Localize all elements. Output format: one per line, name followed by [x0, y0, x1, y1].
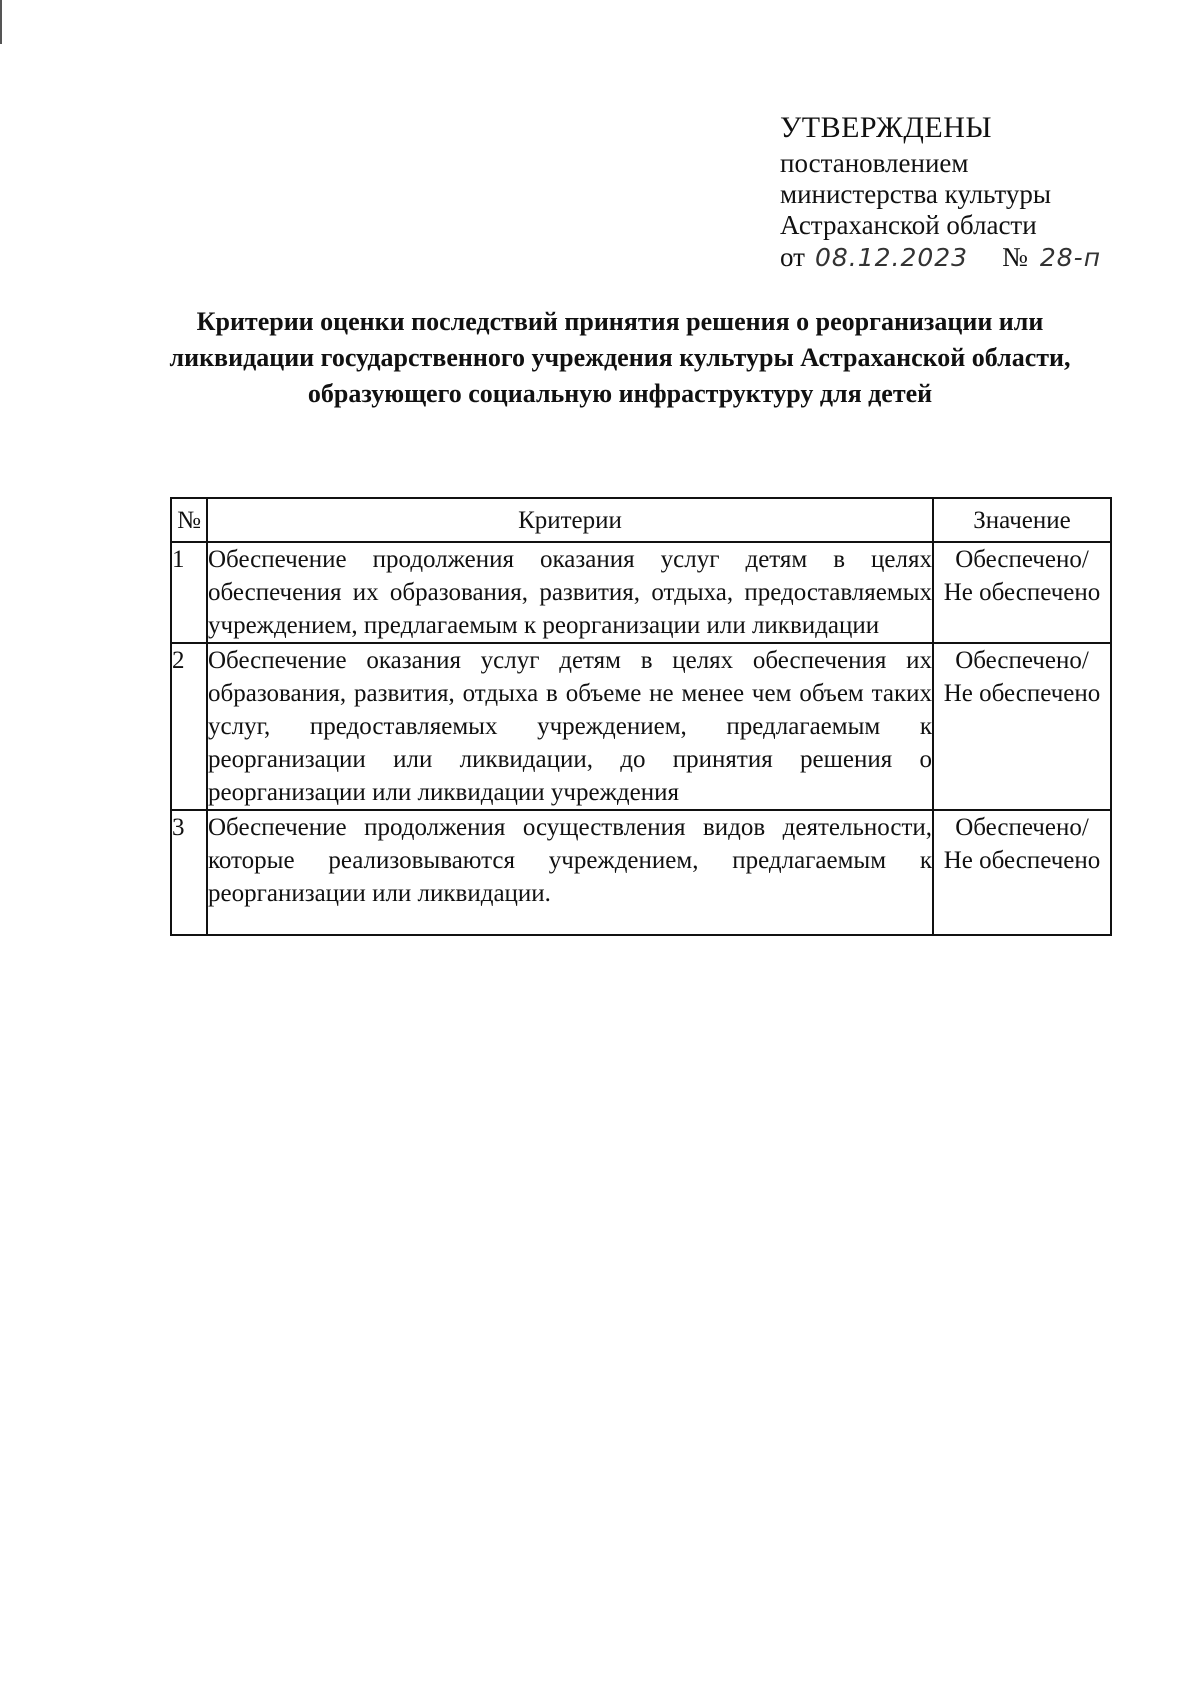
row-num: 3 [171, 810, 207, 935]
row-criteria: Обеспечение продолжения оказания услуг детям в целях обеспечения их образования, развития, отдыха, предоставляемых учреждением, предлагаемым к реорганизации или ликвидации [207, 542, 933, 643]
approval-heading: УТВЕРЖДЕНЫ [780, 111, 993, 144]
date-prefix: от [780, 242, 805, 272]
criteria-table [170, 497, 1112, 936]
handwritten-number: 28-п [1039, 243, 1102, 272]
header-criteria: Критерии [207, 498, 933, 542]
approval-date-line [780, 242, 1140, 273]
approval-line-3: Астраханской области [780, 210, 1037, 240]
row-value-line-2: Не обеспечено [943, 680, 1101, 707]
approval-line-1: постановлением [780, 148, 969, 178]
row-num: 2 [171, 643, 207, 810]
handwritten-date: 08.12.2023 [814, 243, 969, 272]
row-criteria: Обеспечение оказания услуг детям в целях обеспечения их образования, развития, отдыха в объеме не менее чем объем таких услуг, предоставляемых учреждением, предлагаемым к реорганизации или ликвидации, до принятия решения о реорганизации или ликвидации учреждения [207, 643, 933, 810]
row-criteria: Обеспечение продолжения осуществления видов деятельности, которые реализовываются учреждением, предлагаемым к реорганизации или ликвидации. [207, 810, 933, 935]
row-value-line-2: Не обеспечено [943, 579, 1101, 606]
document-title: Критерии оценки последствий принятия решения о реорганизации или ликвидации государственного учреждения культуры Астраханской области, образующего социальную инфраструктуру для детей [169, 307, 1071, 408]
scan-edge-mark [0, 0, 2, 44]
row-value [933, 542, 1111, 643]
approval-block [780, 108, 1140, 273]
table-row [171, 643, 1111, 810]
table-header-row [171, 498, 1111, 542]
header-value: Значение [933, 498, 1111, 542]
row-value-line-1: Обеспечено/ [955, 814, 1089, 841]
table-row [171, 810, 1111, 935]
header-num: № [171, 498, 207, 542]
row-num: 1 [171, 542, 207, 643]
row-value [933, 643, 1111, 810]
number-sign: № [1002, 242, 1028, 272]
approval-line-2: министерства культуры [780, 179, 1052, 209]
table-row [171, 542, 1111, 643]
row-value-line-1: Обеспечено/ [955, 546, 1089, 573]
row-value-line-2: Не обеспечено [943, 847, 1101, 874]
row-value [933, 810, 1111, 935]
row-value-line-1: Обеспечено/ [955, 647, 1089, 674]
